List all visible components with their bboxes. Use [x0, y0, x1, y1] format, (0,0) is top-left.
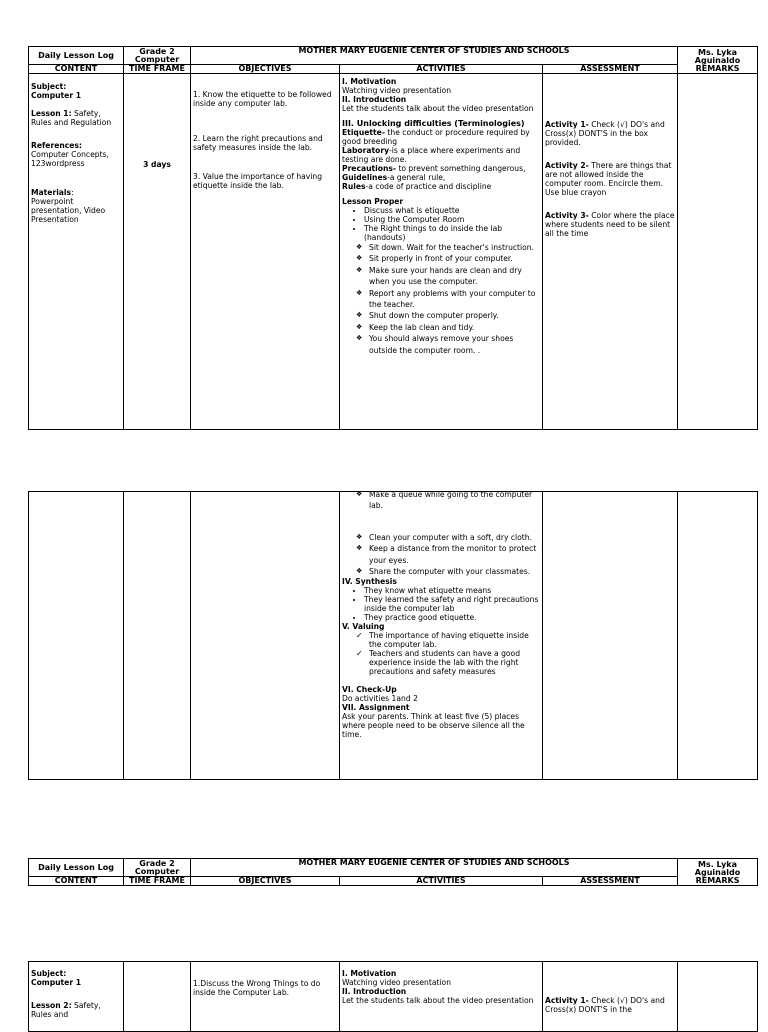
header-school-2: MOTHER MARY EUGENIE CENTER OF STUDIES AND SCHOOLS	[191, 859, 678, 877]
lesson-label: Lesson 1:	[31, 109, 72, 118]
objective-1: 1. Know the etiquette to be followed inside any computer lab.	[193, 90, 332, 108]
activities-cell	[340, 74, 543, 430]
header-grade-2: Grade 2 Computer	[124, 859, 191, 877]
activities-cell-2	[340, 492, 543, 780]
col-content-2: CONTENT	[29, 877, 124, 886]
term-3-word: Precautions-	[342, 164, 397, 173]
remarks-cell	[678, 74, 758, 430]
motivation-text: Watching video presentation	[342, 86, 452, 95]
intro-title: II. Introduction	[342, 95, 407, 104]
activity-3-label: Activity 3-	[545, 211, 589, 220]
term-4	[342, 173, 540, 182]
term-1-def: the conduct or procedure required by good breeding	[342, 128, 530, 146]
list-item: • Using the Computer Room	[364, 215, 540, 224]
time-frame-cell-3	[124, 962, 191, 1032]
content-cell-3	[29, 962, 124, 1032]
list-item: • Discuss what is etiquette	[364, 206, 540, 215]
term-1	[342, 128, 540, 146]
col-time-frame: TIME FRAME	[124, 65, 191, 74]
subject-label-2: Subject:	[31, 969, 67, 978]
col-remarks-2: REMARKS	[695, 876, 740, 885]
list-item: ❖ Report any problems with your computer to the teacher.	[356, 288, 540, 311]
objectives-cell-2	[191, 492, 340, 780]
term-5-word: Rules	[342, 182, 366, 191]
list-item: ❖ You should always remove your shoes outside the computer room. .	[356, 333, 540, 356]
col-activities: ACTIVITIES	[340, 65, 543, 74]
intro-title-2: II. Introduction	[342, 987, 407, 996]
col-content: CONTENT	[29, 65, 124, 74]
motivation-text-2: Watching video presentation	[342, 978, 452, 987]
valuing-list	[342, 631, 540, 676]
assignment-text: Ask your parents. Think at least five (5) places where people need to be observe silence all the time.	[342, 712, 525, 740]
objective-2: 2. Learn the right precautions and safety measures inside the lab.	[193, 134, 323, 152]
header-teacher-2	[678, 859, 758, 886]
assignment-title: VII. Assignment	[342, 703, 410, 713]
list-item: ✓ Teachers and students can have a good experience inside the lab with the right precautions and safety measures	[356, 649, 540, 676]
materials-value: Powerpoint presentation, Video Presentation	[31, 197, 106, 224]
assessment-activity-1	[545, 120, 675, 147]
references-label: References:	[31, 141, 82, 150]
time-frame-value: 3 days	[143, 160, 171, 169]
intro-text-2: Let the students talk about the video presentation	[342, 996, 534, 1005]
lesson-title-2	[31, 1001, 121, 1019]
remarks-cell-2	[678, 492, 758, 780]
subject-value: Computer 1	[31, 91, 81, 100]
assessment-cell-3	[543, 962, 678, 1032]
motivation-title: I. Motivation	[342, 77, 397, 86]
header-school: MOTHER MARY EUGENIE CENTER OF STUDIES AND SCHOOLS	[191, 47, 678, 65]
unlock-title: III. Unlocking difficulties (Terminologies)	[342, 119, 525, 128]
assessment-activity-1-lesson2	[545, 996, 675, 1014]
teacher-name-2: Ms. Lyka Aguinaldo	[694, 860, 741, 877]
activities-cell-3	[340, 962, 543, 1032]
materials-label-text: Materials	[31, 188, 72, 197]
term-5-def: -a code of practice and discipline	[365, 182, 492, 191]
list-item: • The Right things to do inside the lab (handouts)	[364, 224, 540, 242]
time-frame-cell-2	[124, 492, 191, 780]
time-frame-cell	[124, 74, 191, 430]
col-time-frame-2: TIME FRAME	[124, 877, 191, 886]
synthesis-list	[342, 586, 540, 622]
lesson-log-table-4	[28, 961, 758, 1032]
activity-2-text: There are things that are not allowed inside the computer room. Encircle them. Use blue crayon	[545, 161, 672, 197]
header-log: Daily Lesson Log	[29, 47, 124, 65]
objectives-cell-3	[191, 962, 340, 1032]
content-cell-2	[29, 492, 124, 780]
term-2-word: Laboratory	[342, 146, 390, 155]
lesson-log-table-3-header	[28, 858, 758, 886]
list-item: ✓ The importance of having etiquette inside the computer lab.	[356, 631, 540, 649]
objectives-cell	[191, 74, 340, 430]
list-item: • They learned the safety and right precautions inside the computer lab	[364, 595, 540, 613]
col-activities-2: ACTIVITIES	[340, 877, 543, 886]
activity-1-text-2: Check (√) DO's and Cross(x) DONT'S in the	[545, 996, 665, 1014]
term-3	[342, 164, 540, 173]
subject-value-2: Computer 1	[31, 978, 81, 987]
teacher-name: Ms. Lyka Aguinaldo	[694, 48, 741, 65]
list-item: • They know what etiquette means	[364, 586, 540, 595]
list-item: ❖ Make sure your hands are clean and dry when you use the computer.	[356, 265, 540, 288]
list-item: ❖ Share the computer with your classmates.	[356, 566, 540, 577]
list-item: ❖ Make a queue while going to the computer lab.	[356, 489, 540, 512]
lesson-log-table-1	[28, 46, 758, 430]
term-3-def: to prevent something dangerous,	[396, 164, 526, 173]
lesson-log-table-2	[28, 491, 758, 780]
list-item: ❖ Keep the lab clean and tidy.	[356, 322, 540, 333]
list-item: • They practice good etiquette.	[364, 613, 540, 622]
col-remarks: REMARKS	[695, 64, 740, 73]
lesson-proper-title: Lesson Proper	[342, 197, 404, 206]
remarks-cell-3	[678, 962, 758, 1032]
activity-1-label: Activity 1-	[545, 120, 589, 129]
header-teacher	[678, 47, 758, 74]
header-grade: Grade 2 Computer	[124, 47, 191, 65]
list-item: ❖ Keep a distance from the monitor to protect your eyes.	[356, 543, 540, 566]
synthesis-title: IV. Synthesis	[342, 577, 397, 587]
lesson-name-2: Safety, Rules and	[31, 1001, 101, 1019]
term-1-word: Etiquette-	[342, 128, 385, 137]
activity-2-label: Activity 2-	[545, 161, 589, 170]
lesson-label-2: Lesson 2:	[31, 1001, 72, 1010]
assessment-activity-3	[545, 211, 675, 238]
proper-bullet-list	[342, 206, 540, 242]
subject-label: Subject:	[31, 82, 67, 91]
activity-3-text: Color where the place where students need to be silent all the time	[545, 211, 675, 238]
activity-1-text: Check (√) DO's and Cross(x) DONT'S in the box provided.	[545, 120, 665, 147]
term-5	[342, 182, 540, 191]
col-assessment-2: ASSESSMENT	[543, 877, 678, 886]
lesson-title	[31, 109, 121, 127]
assessment-activity-2	[545, 161, 675, 197]
assessment-cell	[543, 74, 678, 430]
term-2	[342, 146, 540, 164]
term-4-word: Guidelines	[342, 173, 388, 182]
lesson-name: Safety, Rules and Regulation	[31, 109, 112, 127]
header-log-2: Daily Lesson Log	[29, 859, 124, 877]
col-assessment: ASSESSMENT	[543, 65, 678, 74]
motivation-title-2: I. Motivation	[342, 969, 397, 978]
assessment-cell-2	[543, 492, 678, 780]
valuing-title: V. Valuing	[342, 622, 385, 632]
objective-3: 3. Value the importance of having etiquette inside the lab.	[193, 172, 323, 190]
list-item: ❖ Sit down. Wait for the teacher's instruction.	[356, 242, 540, 253]
checkup-text: Do activities 1and 2	[342, 694, 418, 704]
activity-1-label-2: Activity 1-	[545, 996, 589, 1005]
list-item: ❖ Sit properly in front of your computer.	[356, 253, 540, 264]
list-item: ❖ Shut down the computer properly.	[356, 310, 540, 321]
checkup-title: VI. Check-Up	[342, 685, 397, 695]
list-item: ❖ Clean your computer with a soft, dry cloth.	[356, 532, 540, 543]
materials-label: Materials:	[31, 188, 74, 197]
proper-diamond-list	[342, 242, 540, 356]
col-objectives-2: OBJECTIVES	[191, 877, 340, 886]
intro-text: Let the students talk about the video presentation	[342, 104, 534, 113]
continued-diamond-list-a	[342, 489, 540, 512]
col-objectives: OBJECTIVES	[191, 65, 340, 74]
term-4-def: -a general rule,	[387, 173, 446, 182]
objective-lesson2-1: 1.Discuss the Wrong Things to do inside the Computer Lab.	[193, 979, 321, 997]
term-2-def: -is a place where experiments and testing are done.	[342, 146, 521, 164]
content-cell	[29, 74, 124, 430]
references-value: Computer Concepts, 123wordpress	[31, 150, 109, 168]
continued-diamond-list-b	[342, 532, 540, 578]
